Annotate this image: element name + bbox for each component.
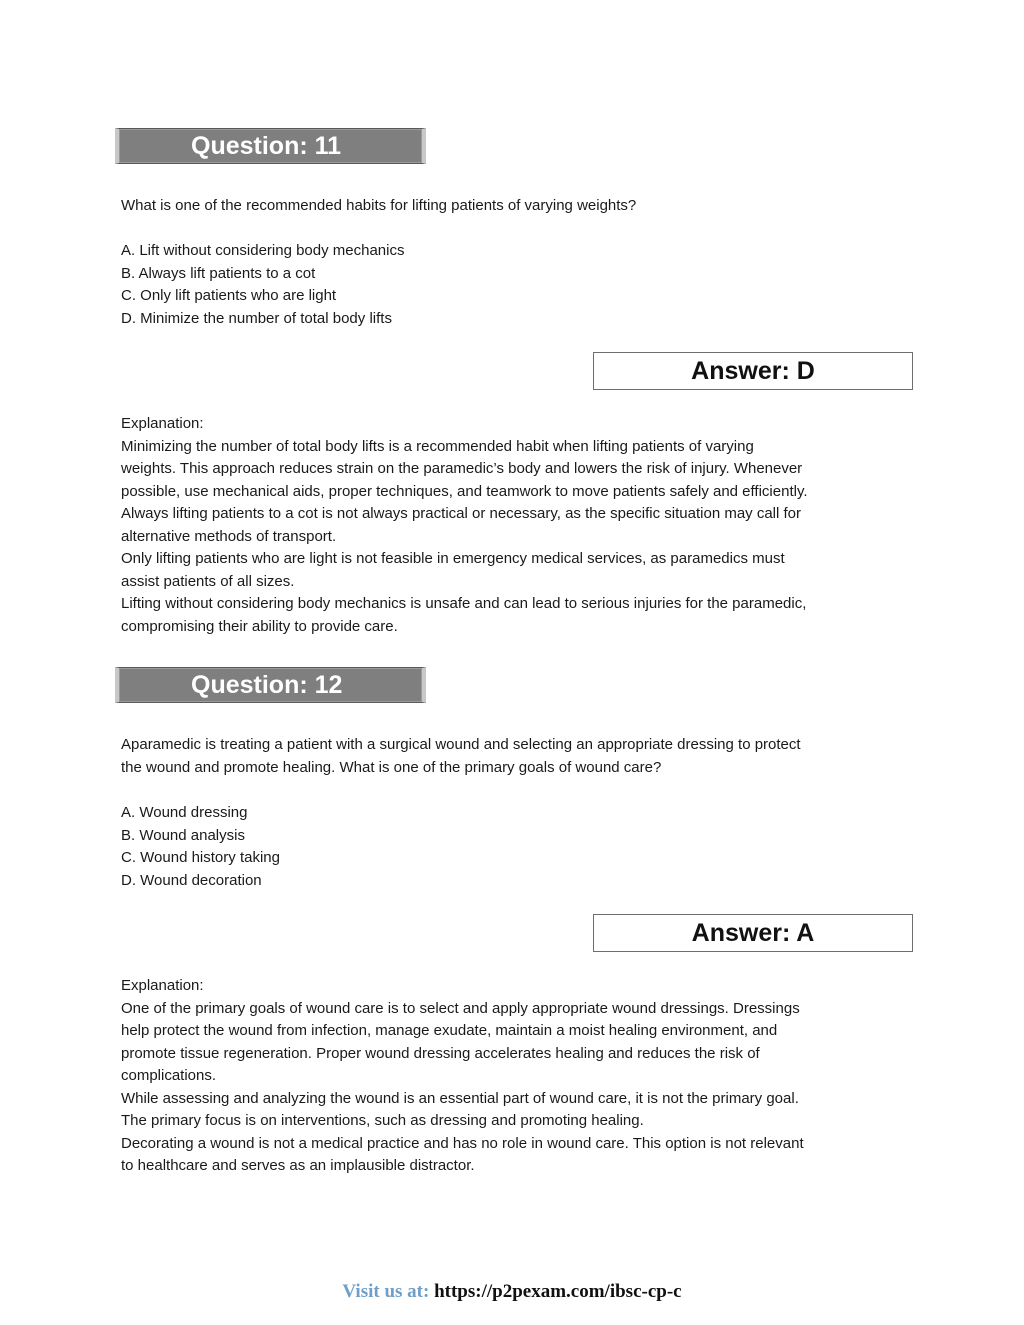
question-11-header [115, 128, 426, 164]
explanation-line: Only lifting patients who are light is not feasible in emergency medical services, as paramedics must [121, 550, 785, 567]
explanation-label: Explanation: [121, 415, 204, 432]
explanation-label: Explanation: [121, 977, 204, 994]
option-d: D. Minimize the number of total body lifts [121, 309, 392, 327]
prompt-line: the wound and promote healing. What is one of the primary goals of wound care? [121, 758, 662, 776]
explanation-line: assist patients of all sizes. [121, 572, 295, 590]
question-11-title: Question: 11 [191, 132, 342, 160]
question-12-prompt [121, 734, 911, 779]
page-footer [0, 1281, 1024, 1303]
explanation-line: promote tissue regeneration. Proper wound dressing accelerates healing and reduces the risk of [121, 1044, 760, 1062]
explanation-line: Minimizing the number of total body lifts is a recommended habit when lifting patients of varying [121, 437, 754, 455]
option-b: B. Always lift patients to a cot [121, 264, 316, 282]
explanation-line: Always lifting patients to a cot is not always practical or necessary, as the specific situation may call for [121, 505, 802, 522]
explanation-line: alternative methods of transport. [121, 527, 337, 545]
option-a: A. Wound dressing [121, 804, 248, 821]
option-c: C. Wound history taking [121, 849, 280, 866]
footer-label: Visit us at: [342, 1281, 430, 1302]
option-a: A. Lift without considering body mechanics [121, 242, 405, 259]
option-b: B. Wound analysis [121, 826, 245, 844]
question-12-title: Question: 12 [191, 671, 343, 699]
explanation-line: compromising their ability to provide care. [121, 617, 398, 635]
question-11-options [121, 240, 911, 330]
explanation-line: to healthcare and serves as an implausible distractor. [121, 1157, 475, 1174]
footer-url-link[interactable]: https://p2pexam.com/ibsc-cp-c [434, 1281, 682, 1302]
question-12-options [121, 802, 911, 892]
explanation-line: Lifting without considering body mechanics is unsafe and can lead to serious injuries for the paramedic, [121, 595, 807, 612]
explanation-line: While assessing and analyzing the wound is an essential part of wound care, it is not the primary goal. [121, 1089, 799, 1107]
explanation-line: help protect the wound from infection, manage exudate, maintain a moist healing environment, and [121, 1022, 778, 1039]
question-12-explanation [121, 975, 911, 1178]
prompt-line: Aparamedic is treating a patient with a surgical wound and selecting an appropriate dressing to protect [121, 736, 801, 753]
explanation-line: Decorating a wound is not a medical practice and has no role in wound care. This option is not relevant [121, 1134, 804, 1152]
question-11-prompt [121, 195, 911, 218]
question-11-answer-box [593, 352, 913, 390]
question-11-explanation [121, 413, 911, 638]
question-12-header [115, 667, 426, 703]
explanation-line: complications. [121, 1067, 217, 1084]
explanation-line: One of the primary goals of wound care is to select and apply appropriate wound dressings. Dressings [121, 999, 800, 1017]
question-12-answer-box [593, 914, 913, 952]
explanation-line: weights. This approach reduces strain on the paramedic’s body and lowers the risk of injury. Whenever [121, 460, 803, 477]
prompt-line: What is one of the recommended habits for lifting patients of varying weights? [121, 197, 637, 214]
question-12-answer: Answer: A [691, 919, 815, 947]
option-d: D. Wound decoration [121, 871, 262, 889]
question-11-answer: Answer: D [691, 357, 815, 385]
explanation-line: The primary focus is on interventions, such as dressing and promoting healing. [121, 1112, 644, 1129]
option-c: C. Only lift patients who are light [121, 287, 337, 304]
explanation-line: possible, use mechanical aids, proper techniques, and teamwork to move patients safely and efficiently. [121, 482, 808, 500]
